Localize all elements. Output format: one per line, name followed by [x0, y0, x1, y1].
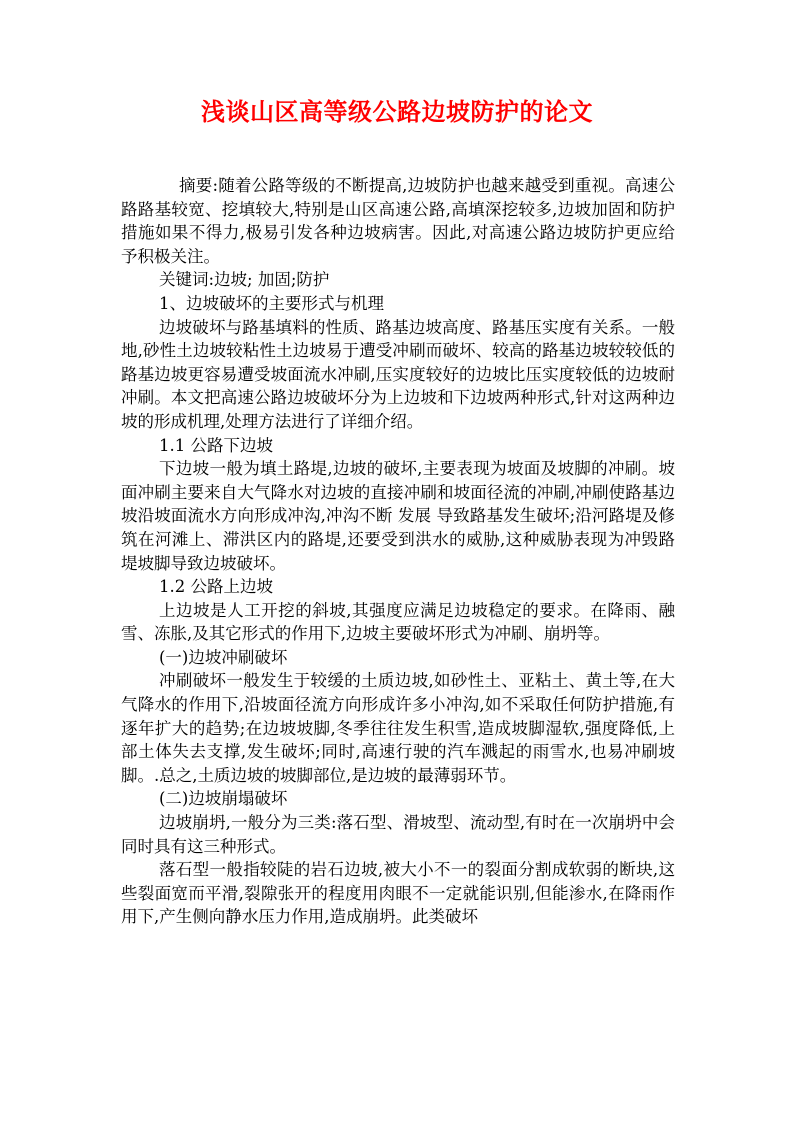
subsection-heading: 1.1 公路下边坡 — [159, 435, 273, 455]
sub-heading: (一)边坡冲刷破坏 — [159, 647, 288, 667]
body-paragraph: 上边坡是人工开挖的斜坡,其强度应满足边坡稳定的要求。在降雨、融雪、冻胀,及其它形式的作用下,边坡主要破坏形式为冲刷、崩坍等。 — [121, 600, 675, 644]
document-title: 浅谈山区高等级公路边坡防护的论文 — [201, 97, 593, 126]
body-paragraph: 冲刷破坏一般发生于较缓的土质边坡,如砂性土、亚粘土、黄土等,在大气降水的作用下,沿坡面径流方向形成许多小冲沟,如不采取任何防护措施,有逐年扩大的趋势;在边坡坡脚,冬季往往发生积雪,造成坡脚湿软,强度降低,上部土体失去支撑,发生破坏;同时,高速行驶的汽车溅起的雨雪水,也易冲刷坡脚。.总之,土质边坡的坡脚部位,是边坡的最薄弱环节。 — [121, 671, 675, 785]
keywords-line: 关键词:边坡; 加固;防护 — [159, 270, 330, 290]
abstract-paragraph: 摘要:随着公路等级的不断提高,边坡防护也越来越受到重视。高速公路路基较宽、挖填较大,特别是山区高速公路,高填深挖较多,边坡加固和防护措施如果不得力,极易引发各种边坡病害。因此,对高速公路边坡防护更应给予积极关注。 — [121, 176, 675, 266]
document-body — [121, 174, 675, 929]
body-paragraph: 落石型一般指较陡的岩石边坡,被大小不一的裂面分割成软弱的断块,这些裂面宽而平滑,裂隙张开的程度用肉眼不一定就能识别,但能渗水,在降雨作用下,产生侧向静水压力作用,造成崩坍。此类破坏 — [121, 860, 675, 927]
body-paragraph: 下边坡一般为填土路堤,边坡的破坏,主要表现为坡面及坡脚的冲刷。坡面冲刷主要来自大气降水对边坡的直接冲刷和坡面径流的冲刷,冲刷使路基边坡沿坡面流水方向形成冲沟,冲沟不断 发展 导致路基发生破坏;沿河路堤及修筑在河滩上、滞洪区内的路堤,还要受到洪水的威胁,这种威胁表现为冲毁路堤坡脚导致边坡破坏。 — [121, 459, 675, 573]
sub-heading: (二)边坡崩塌破坏 — [159, 789, 288, 809]
body-paragraph: 边坡崩坍,一般分为三类:落石型、滑坡型、流动型,有时在一次崩坍中会同时具有这三种形式。 — [121, 813, 675, 856]
section-heading: 1、边坡破坏的主要形式与机理 — [159, 293, 384, 313]
subsection-heading: 1.2 公路上边坡 — [159, 577, 273, 597]
body-paragraph: 边坡破坏与路基填料的性质、路基边坡高度、路基压实度有关系。一般地,砂性土边坡较粘性土边坡易于遭受冲刷而破坏、较高的路基边坡较较低的路基边坡更容易遭受坡面流水冲刷,压实度较好的边坡比压实度较低的边坡耐冲刷。本文把高速公路边坡破坏分为上边坡和下边坡两种形式,针对这两种边坡的形成机理,处理方法进行了详细介绍。 — [121, 317, 675, 431]
